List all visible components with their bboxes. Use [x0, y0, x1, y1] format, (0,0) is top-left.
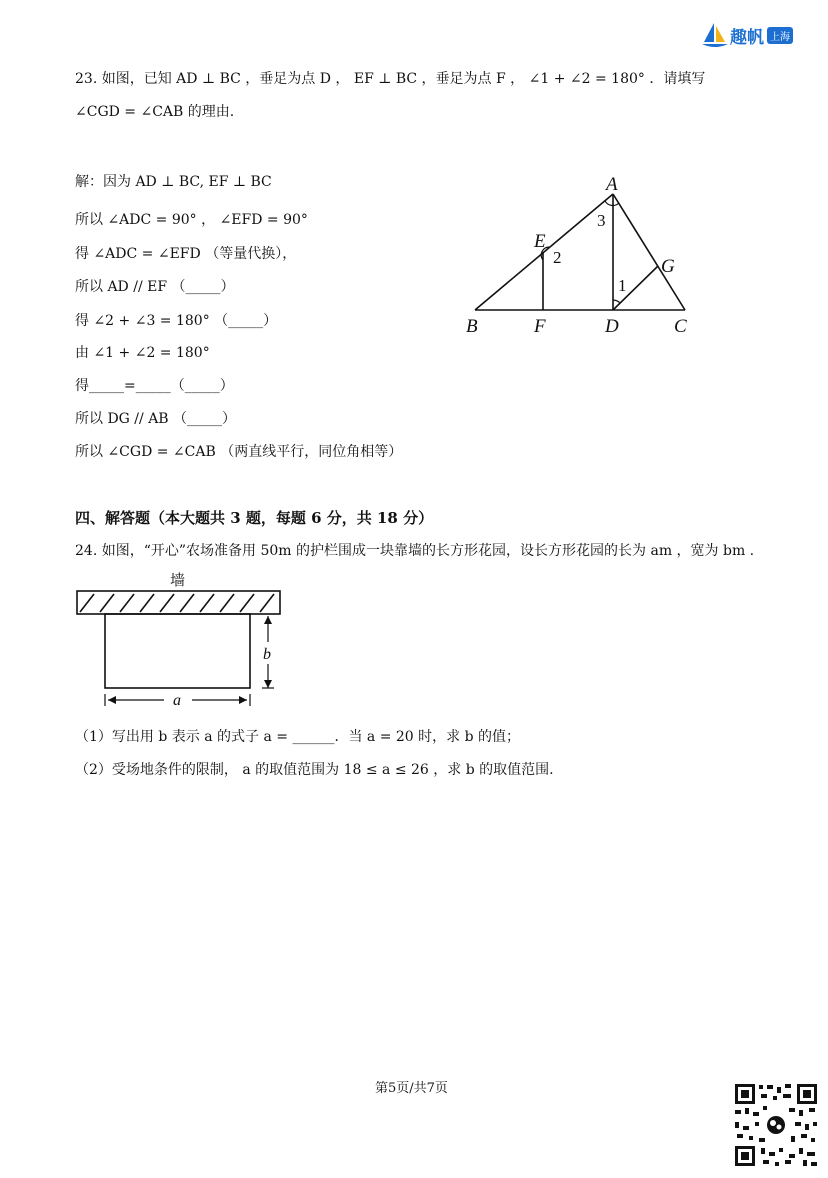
q23-step: 解：因为 AD ⊥ BC, EF ⊥ BC [75, 174, 272, 190]
header-logo [700, 20, 793, 50]
q24-part1: （1）写出用 b 表示 a 的式子 a = ______．当 a = 20 时，求 b 的值； [75, 729, 520, 745]
logo-badge: 上海 [767, 27, 793, 44]
q24-stem: 24. 如图，“开心”农场准备用 50m 的护栏围成一块靠墙的长方形花园，设长方形花园的长为 am ，宽为 bm . [75, 543, 755, 559]
label-angle-1: 1 [618, 276, 627, 295]
q23-triangle-figure [460, 170, 710, 340]
page-number: 第5页/共7页 [375, 1081, 448, 1096]
logo-text: 趣帆 [730, 27, 764, 48]
arrow-left-icon [108, 696, 116, 704]
label-d: D [605, 316, 619, 337]
q23-step: 由 ∠1 + ∠2 = 180° [75, 345, 210, 361]
arrow-down-icon [264, 680, 272, 688]
q23-step: 所以 ∠CGD = ∠CAB （两直线平行，同位角相等） [75, 444, 403, 460]
label-f: F [534, 316, 546, 337]
sailboat-icon [700, 20, 730, 50]
label-b: B [466, 316, 478, 337]
arrow-right-icon [239, 696, 247, 704]
q23-step: 所以 DG // AB （_____） [75, 411, 237, 427]
label-a: A [606, 174, 618, 195]
label-g: G [661, 256, 675, 277]
q23-stem-line1: 23. 如图，已知 AD ⊥ BC ，垂足为点 D ， EF ⊥ BC ，垂足为点 F ， ∠1 + ∠2 = 180° ．请填写 [75, 71, 706, 87]
label-c: C [674, 316, 687, 337]
q24-part2: （2）受场地条件的限制， a 的取值范围为 18 ≤ a ≤ 26 ，求 b 的取值范围. [75, 762, 554, 778]
label-e: E [534, 231, 546, 252]
length-label: a [173, 692, 181, 709]
width-label: b [263, 646, 271, 663]
q23-step: 得 ∠2 + ∠3 = 180° （_____） [75, 313, 278, 329]
q23-step: 所以 AD // EF （_____） [75, 279, 235, 295]
segment-ab [475, 194, 613, 310]
angle-1-arc [613, 300, 620, 303]
garden-rectangle [105, 614, 250, 688]
q23-step: 所以 ∠ADC = 90° ， ∠EFD = 90° [75, 212, 308, 228]
label-angle-3: 3 [597, 211, 606, 230]
wall-label: 墙 [170, 573, 186, 589]
q23-step: 得 ∠ADC = ∠EFD （等量代换）， [75, 246, 297, 262]
section-title: 四、解答题（本大题共 3 题，每题 6 分，共 18 分） [75, 509, 434, 527]
q23-stem-line2: ∠CGD = ∠CAB 的理由. [75, 104, 235, 120]
q24-garden-figure [72, 566, 292, 716]
q23-step: 得_____=_____（_____） [75, 378, 234, 394]
label-angle-2: 2 [553, 248, 562, 267]
qr-code-icon [733, 1082, 819, 1168]
arrow-up-icon [264, 616, 272, 624]
